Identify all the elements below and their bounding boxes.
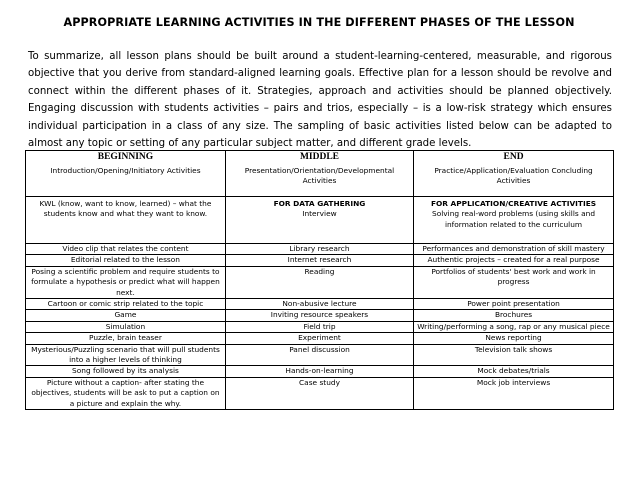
cell-middle: Library research [225,244,413,255]
header-sub: Presentation/Orientation/Developmental Activities [244,166,395,186]
cell-end: Power point presentation [414,299,614,310]
cell-end: Performances and demonstration of skill mastery [414,244,614,255]
cell-beginning: Cartoon or comic strip related to the topic [26,299,226,310]
cell-beginning: Posing a scientific problem and require students to formulate a hypothesis or predict what will happen next. [26,266,226,298]
cell-beginning: Editorial related to the lesson [26,255,226,266]
cell-end [414,197,614,244]
table-row [26,244,614,255]
cell-beginning: Picture without a caption- after stating the objectives, students will be ask to put a caption on a picture and explain the why. [26,377,226,409]
cell-end: Authentic projects – created for a real purpose [414,255,614,266]
table-row [26,299,614,310]
header-sub: Practice/Application/Evaluation Concluding Activities [434,166,593,186]
cell-middle: Field trip [225,321,413,332]
cell-middle: Case study [225,377,413,409]
cell-middle: Internet research [225,255,413,266]
header-name: END [503,152,524,162]
cell-middle: Reading [225,266,413,298]
header-row [26,151,614,197]
table-row [26,321,614,332]
cell-middle [225,197,413,244]
header-beginning [26,151,226,197]
section-heading: FOR DATA GATHERING [273,199,366,208]
cell-beginning: Video clip that relates the content [26,244,226,255]
cell-middle: Hands-on-learning [225,366,413,377]
cell-end: Mock job interviews [414,377,614,409]
cell-text: Solving real-word problems (using skills and information related to the curriculum [432,209,596,229]
section-heading: FOR APPLICATION/CREATIVE ACTIVITIES [430,199,597,208]
cell-middle: Experiment [225,333,413,344]
cell-end: Television talk shows [414,344,614,366]
cell-text: Interview [302,209,337,219]
header-sub: Introduction/Opening/Initiatory Activities [50,166,201,175]
header-name: BEGINNING [97,152,154,162]
table-body [26,244,614,410]
header-name: MIDDLE [299,152,340,162]
header-end [414,151,614,197]
intro-paragraph [28,48,612,152]
table-row [26,377,614,409]
cell-beginning: Song followed by its analysis [26,366,226,377]
cell-beginning: KWL (know, want to know, learned) – what the students know and what they want to know. [26,197,226,244]
activities-table [25,150,614,410]
table-row [26,333,614,344]
header-middle [225,151,413,197]
table-row [26,266,614,298]
cell-beginning: Game [26,310,226,321]
cell-middle: Inviting resource speakers [225,310,413,321]
table-row [26,344,614,366]
cell-middle: Panel discussion [225,344,413,366]
cell-end: News reporting [414,333,614,344]
document-title: APPROPRIATE LEARNING ACTIVITIES IN THE DIFFERENT PHASES OF THE LESSON [63,16,575,29]
table-row [26,310,614,321]
cell-end: Writing/performing a song, rap or any musical piece [414,321,614,332]
table-row [26,366,614,377]
cell-end: Portfolios of students' best work and work in progress [414,266,614,298]
table-row [26,197,614,244]
cell-beginning: Mysterious/Puzzling scenario that will pull students into a higher levels of thinking [26,344,226,366]
cell-end: Mock debates/trials [414,366,614,377]
cell-middle: Non-abusive lecture [225,299,413,310]
cell-beginning: Simulation [26,321,226,332]
cell-beginning: Puzzle, brain teaser [26,333,226,344]
intro-text: To summarize, all lesson plans should be built around a student-learning-centered, measurable, and rigorous objective that you derive from standard-aligned learning goals. Effective plan for a lesson should be revolve and connect within the different phases of it. Strategies, approach and activities should be planned objectively. Engaging discussion with students activities – pairs and trios, especially – is a low-risk strategy which ensures individual participation in a class of any size. The sampling of basic activities listed below can be adapted to almost any topic or setting of any particular subject matter, and different grade levels. [28,51,612,150]
cell-end: Brochures [414,310,614,321]
table-row [26,255,614,266]
